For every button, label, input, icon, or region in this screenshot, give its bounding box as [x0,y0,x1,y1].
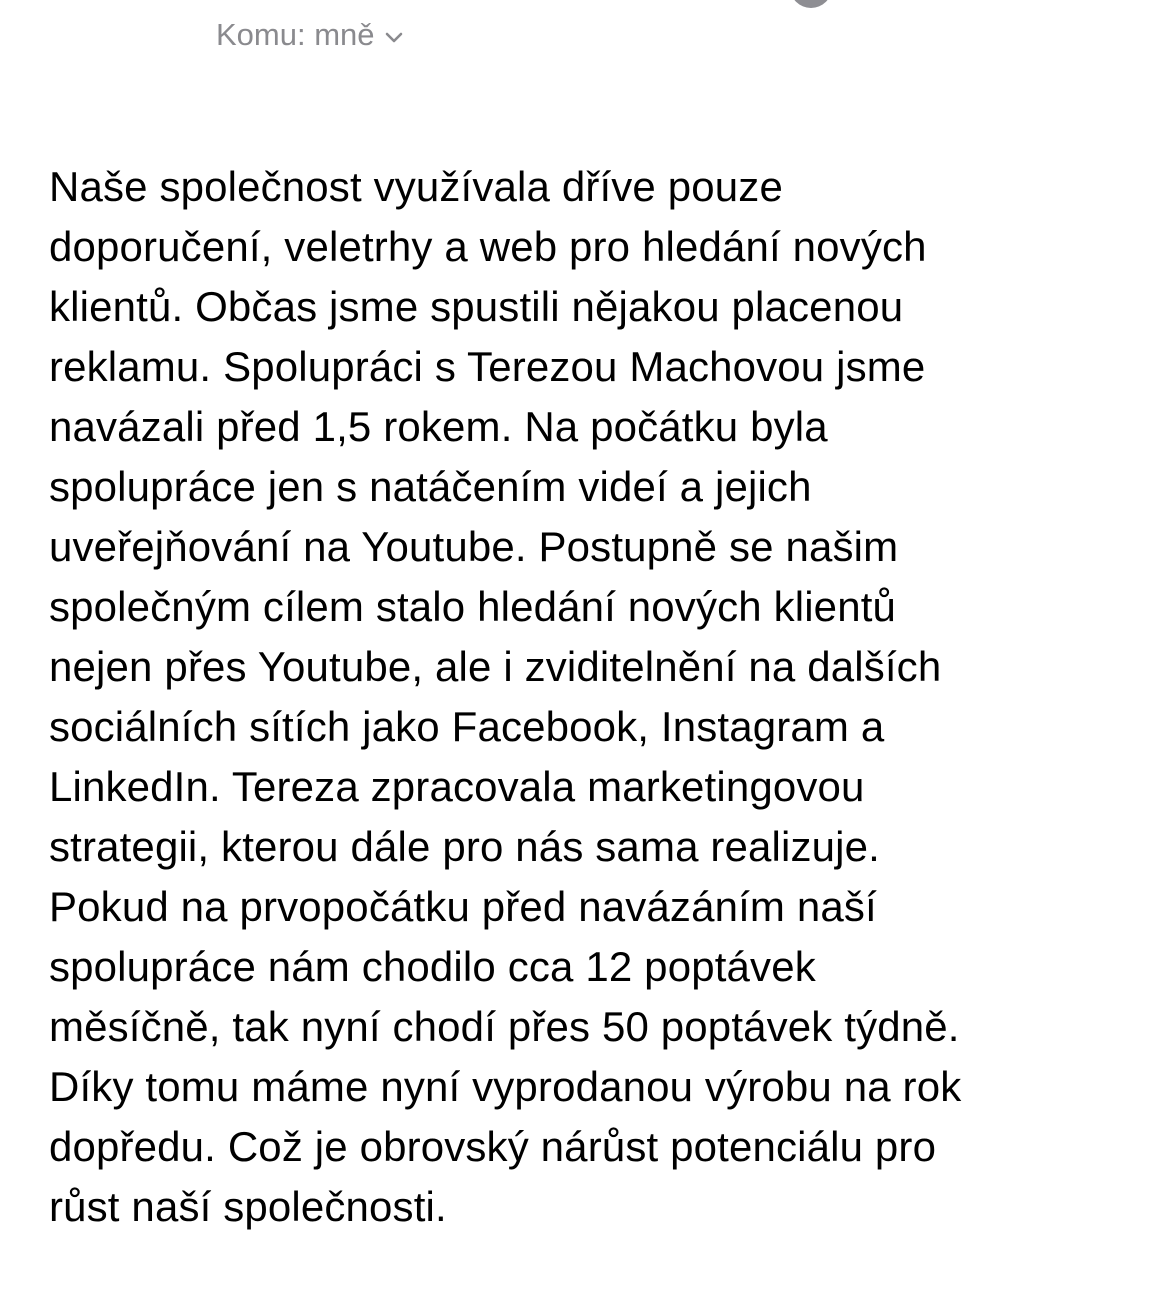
message-line: navázali před 1,5 rokem. Na počátku byla [49,403,828,450]
message-line: Díky tomu máme nyní vyprodanou výrobu na rok [49,1063,962,1110]
message-line: reklamu. Spolupráci s Terezou Machovou jsme [49,343,926,390]
message-line: uveřejňování na Youtube. Postupně se našim [49,523,899,570]
message-line: měsíčně, tak nyní chodí přes 50 poptávek týdně. [49,1003,960,1050]
message-line: spolupráce nám chodilo cca 12 poptávek [49,943,816,990]
message-line: růst naší společnosti. [49,1183,447,1230]
message-line: sociálních sítích jako Facebook, Instagram a [49,703,885,750]
message-line: LinkedIn. Tereza zpracovala marketingovou [49,763,865,810]
recipient-details-toggle[interactable] [216,14,403,56]
message-line: spolupráce jen s natáčením videí a jejich [49,463,812,510]
message-line: Naše společnost využívala dříve pouze [49,163,783,210]
chevron-down-icon [385,31,403,43]
message-body [49,157,1149,1237]
sender-avatar[interactable] [790,0,832,8]
message-line: společným cílem stalo hledání nových klientů [49,583,897,630]
message-line: Pokud na prvopočátku před navázáním naší [49,883,877,930]
recipient-label: Komu: mně [216,17,375,52]
message-line: klientů. Občas jsme spustili nějakou placenou [49,283,904,330]
message-line: strategii, kterou dále pro nás sama realizuje. [49,823,880,870]
message-line: nejen přes Youtube, ale i zviditelnění na dalších [49,643,942,690]
message-line: doporučení, veletrhy a web pro hledání nových [49,223,927,270]
message-line: dopředu. Což je obrovský nárůst potenciálu pro [49,1123,937,1170]
